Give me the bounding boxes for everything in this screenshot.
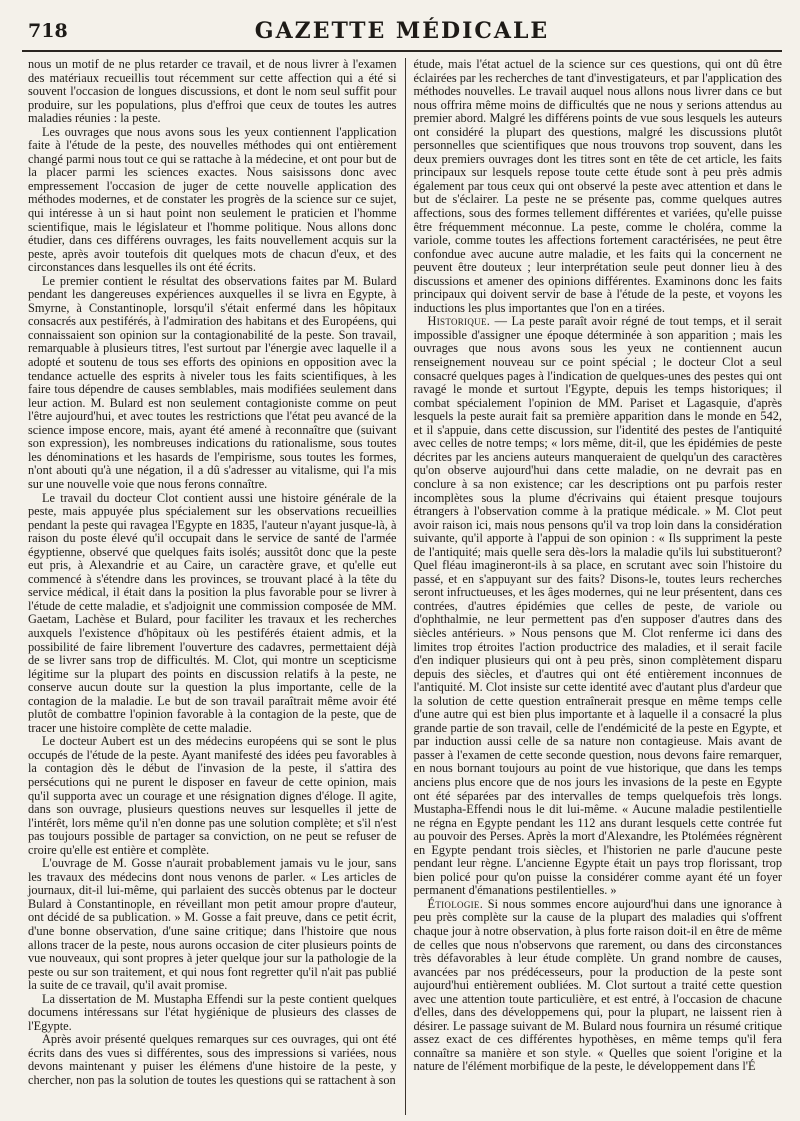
paragraph <box>28 126 397 275</box>
paragraph-text: La dissertation de M. Mustapha Effendi sur la peste contient quelques documens intéressans sur l'état hygiénique de plusieurs des classes de l'Egypte. <box>28 991 397 1033</box>
page-number: 718 <box>28 20 68 42</box>
left-column <box>22 58 403 1115</box>
right-column <box>408 58 789 1115</box>
paragraph-text: Le premier contient le résultat des observations faites par M. Bulard pendant les dangereuses expériences auxquelles il se livra en Egypte, à Smyrne, à Constantinople, lorsqu'il s'était enfermé dans les hôpitaux consacrés aux pestiférés, à l'admiration des habitans et des Européens, qui connaissaient son opinion sur la contagionabilité de la peste. Son travail, remarquable à plusieurs titres, l'est surtout par l'énergie avec laquelle il a adopté et soutenu de tous ses efforts des opinions en opposition avec la tendance actuelle des esprits à niveler tous les faits scientifiques, à les faire tous dépendre de causes semblables, mais modifiées seulement dans leur action. M. Bulard est non seulement contagioniste comme on peut l'être aujourd'hui, et avec toutes les restrictions que l'état peu avancé de la science impose encore, mais, ayant été amené à reconnaître que (suivant son expression), les nombreuses indications du rationalisme, sous toutes les dénominations et les hasards de l'empirisme, sous toutes les formes, n'ont abouti qu'à une négation, il a dû s'adresser au vitalisme, qui l'a mis sur une nouvelle voie que nous ferons connaître. <box>28 273 397 491</box>
paragraph <box>28 492 397 736</box>
paragraph-text: Après avoir présenté quelques remarques sur ces ouvrages, qui ont été écrits dans des vues si différentes, sous des impressions si variées, nous devons maintenant y puiser les élémens d'une histoire de la peste, y chercher, non pas la solution de toutes les questions qui se rattachent à son <box>28 1032 397 1088</box>
paragraph <box>414 58 783 315</box>
article-body <box>22 58 788 1115</box>
paragraph <box>414 898 783 1074</box>
paragraph <box>28 1033 397 1087</box>
paragraph-text: étude, mais l'état actuel de la science sur ces questions, qui ont dû être éclairées par les recherches de tant d'investigateurs, et par l'application des méthodes nouvelles. Le travail auquel nous allons nous livrer dans ce but nous offrira même moins de difficultés que ne nous y serions attendus au premier abord. Malgré les différens points de vue sous lesquels les auteurs ont considéré la plupart des questions, malgré les discussions plutôt personnelles que scientifiques que nous trouvons trop souvent, dans les deux premiers ouvrages dont les titres sont en tête de cet article, les faits principaux sur lesquels repose toute cette étude sont à peu près admis également par tous ceux qui ont observé la peste avec attention et dans le but de s'éclairer. La peste ne se présente pas, comme quelques autres affections, sous des formes tellement différentes et variées, qu'elle puisse être fréquemment méconnue. La peste, comme le choléra, comme la variole, comme toutes les affections fortement caractérisées, ne peut être confondue avec aucune autre maladie, et les faits qui la concernent ne peuvent être douteux ; leur interprétation seule peut donner lieu à des discussions et amener des opinions différentes. Examinons donc les faits principaux qui doivent servir de base à l'étude de la peste, et voyons les inductions les plus importantes que l'on en a tirées. <box>413 58 782 315</box>
column-divider <box>405 58 406 1115</box>
paragraph-text: L'ouvrage de M. Gosse n'aurait probablement jamais vu le jour, sans les travaux des médecins dont nous venons de parler. « Les articles de journaux, dit-il lui-même, qui parlaient des succès obtenus par le docteur Bulard à Constantinople, en réveillant mon petit amour propre d'auteur, ont décidé de sa publication. » M. Gosse a fait preuve, dans ce petit écrit, d'une bonne observation, d'une saine critique; dans l'histoire que nous allons tracer de la peste, nous aurons occasion de citer plusieurs points de vue nouveaux, qui sont propres à jeter quelque jour sur la pathologie de la peste ou sur son traitement, et qui nous font regretter qu'il n'ait pas publié la suite de ce travail, qu'il avait promise. <box>28 856 397 993</box>
paragraph-text: Le travail du docteur Clot contient aussi une histoire générale de la peste, mais appuyée plus spécialement sur les observations recueillies pendant la peste qui ravagea l'Egypte en 1835, l'auteur n'ayant jusque-là, à raison du poste élevé qu'il occupait dans le service de santé de l'armée égyptienne, observé que quelques faits isolés; aussitôt donc que la peste eut pris, à Alexandrie et au Caire, un caractère grave, et qu'elle eut commencé à s'étendre dans les provinces, se trouvant placé à la tête du service médical, il était dans la position la plus favorable pour se livrer à l'étude de cette maladie, et s'adjoignit une commission composée de MM. Gaetam, Lachèse et Bulard, pour faciliter les travaux et les recherches auxquels l'existence d'hôpitaux où les pestiférés étaient admis, et la possibilité de faire librement l'ouverture des cadavres, permettaient déjà de se livrer sans trop de difficultés. M. Clot, qui montre un scepticisme légitime sur la plupart des points en discussion relatifs à la peste, ne conserve aucun doute sur la question la plus importante, celle de la contagion de la maladie. Le but de son travail paraîtrait même avoir été plutôt de combattre l'opinion favorable à la contagion de la peste, que de tracer une histoire complète de cette maladie. <box>28 490 397 735</box>
paragraph <box>28 58 397 126</box>
paragraph <box>28 735 397 857</box>
paragraph-text: Les ouvrages que nous avons sous les yeux contiennent l'application faite à l'étude de la peste, des nouvelles méthodes qui ont entièrement changé parmi nous tout ce qui se rattache à la médecine, et ont pour but de la placer parmi les sciences exactes. Nous saisissons donc avec empressement l'occasion de juger de cette nouvelle application des méthodes modernes, et de constater les progrès de la science sur ce sujet, qui intéresse à un si haut point non seulement le praticien et l'homme scientifique, mais le législateur et l'homme politique. Nous allons donc étudier, dans ces différens ouvrages, les faits nouvellement acquis sur la peste, après avoir toutefois dit quelques mots de chacun d'eux, et des circonstances dans lesquelles ils ont été écrits. <box>28 124 397 275</box>
paragraph <box>28 993 397 1034</box>
paragraph <box>28 275 397 492</box>
section-label: Étiologie. <box>427 896 484 911</box>
paragraph-text: nous un motif de ne plus retarder ce travail, et de nous livrer à l'examen des matériaux recueillis tout récemment sur cette affection qui a été si souvent l'occasion de longues discussions, et dont le nom seul suffit pour produire, sur les populations, plus d'effroi que ceux de toutes les autres maladies réunies : la peste. <box>28 58 397 126</box>
paragraph-text: Si nous sommes encore aujourd'hui dans une ignorance à peu près complète sur la cause de la plupart des maladies qui s'offrent chaque jour à notre observation, à plus forte raison doit-il en être de même de celles que nous n'observons que rarement, ou dans des circonstances très défavorables à leur étude complète. Un grand nombre de causes, avancées par nos prédécesseurs, pour la production de la peste sont aujourd'hui entièrement oubliées. M. Clot surtout a traité cette question avec une attention toute particulière, et est entré, à l'occasion de chacune d'elles, dans des développemens qui, pour la plupart, ne laissent rien à désirer. Le passage suivant de M. Bulard nous fournira un résumé critique assez exact de ces différentes hypothèses, en même temps qu'il fera connaître sa manière et son style. « Quelles que soient l'origine et la nature de l'élément morbifique de la peste, le développement dans l'É <box>413 896 782 1074</box>
page-header <box>22 16 782 52</box>
paragraph <box>414 315 783 898</box>
paragraph-text: — La peste paraît avoir régné de tout temps, et il serait impossible d'assigner une époque déterminée à son apparition ; mais les ouvrages que nous avons sous les yeux ne contiennent aucun renseignement nouveau sur ce point spécial ; le docteur Clot a seul consacré quelques pages à l'indication de quelques-unes des pestes qui ont ravagé le monde et surtout l'Egypte, depuis les temps historiques; il combat spécialement l'opinion de MM. Pariset et Lagasquie, d'après lesquels la peste aurait fait sa première apparition dans le monde en 542, et il s'appuie, dans cette discussion, sur l'identité des pestes de l'antiquité avec celles de notre temps; « lors même, dit-il, que les épidémies de peste décrites par les anciens auteurs manqueraient de quelqu'un des caractères qu'on observe aujourd'hui dans cette maladie, on ne devrait pas en conclure à sa non existence; car les descriptions ont pu parfois rester incomplètes sous la plume d'écrivains qui étaient presque toujours étrangers à l'observation comme à la pratique médicale. » M. Clot peut avoir raison ici, mais nous pensons qu'il va trop loin dans la considération suivante, qu'il apporte à l'appui de son opinion : « Ils suppriment la peste de l'antiquité; mais quelle sera dès-lors la maladie qu'ils lui substitueront? Quel fléau imagineront-ils à sa place, en scrutant avec soin l'histoire du passé, et en s'appuyant sur des faits? Disons-le, toutes leurs recherches seront infructueuses, et les âges modernes, qui ne leur présentent, dans ces contrées, d'autres épidémies que celles de peste, de variole ou d'ophthalmie, ne leur permettent pas d'en supposer d'autres dans des siècles antérieurs. » Nous pensons que M. Clot renferme ici dans des limites trop étroites l'action productrice des maladies, et il serait facile d'en indiquer plusieurs qui ont à peu près, sinon complètement disparu depuis des siècles, et d'autres qui ont été entièrement inconnues de l'antiquité. M. Clot insiste sur cette identité avec d'autant plus d'ardeur que la solution de cette question entraînerait presque en même temps celle d'une autre qui est bien plus importante et à laquelle il a consacré la plus grande partie de son travail, celle de l'endémicité de la peste en Egypte, et par induction aussi celle de sa nature non contagieuse. Mais avant de passer à l'examen de cette seconde question, nous devons faire remarquer, en nous bornant toujours au point de vue historique, que dans les temps anciens plus encore que de nos jours les invasions de la peste en Egypte ont été séparées par des intervalles de temps quelquefois très longs. Mustapha-Effendi nous le dit lui-même. « Aucune maladie pestilentielle ne régna en Egypte pendant les 112 ans durant lesquels cette contrée fut au pouvoir des Perses. Après la mort d'Alexandre, les Ptolémées régnèrent en Egypte pendant trois siècles, et l'historien ne parle d'aucune peste pendant leur règne. L'ancienne Egypte était un pays trop florissant, trop bien policé pour qu'on puisse la considérer comme ayant été un foyer permanent d'émanations pestilentielles. » <box>413 314 782 898</box>
section-label: Historique. <box>427 314 491 329</box>
journal-title: GAZETTE MÉDICALE <box>254 18 550 44</box>
paragraph-text: Le docteur Aubert est un des médecins européens qui se sont le plus occupés de l'étude de la peste. Ayant manifesté des idées peu favorables à la contagion dès le début de l'invasion de la peste, il s'attira des persécutions qui ne purent le disposer en faveur de cette opinion, mais qu'il supporta avec un courage et une résignation dignes d'éloge. Il agite, dans son ouvrage, plusieurs questions neuves sur lesquelles il jette de l'intérêt, lors même qu'il n'en donne pas une solution complète; et s'il n'est pas toujours possible de partager sa conviction, on ne peut se refuser de croire qu'elle est entière et complète. <box>28 734 397 857</box>
paragraph <box>28 857 397 992</box>
